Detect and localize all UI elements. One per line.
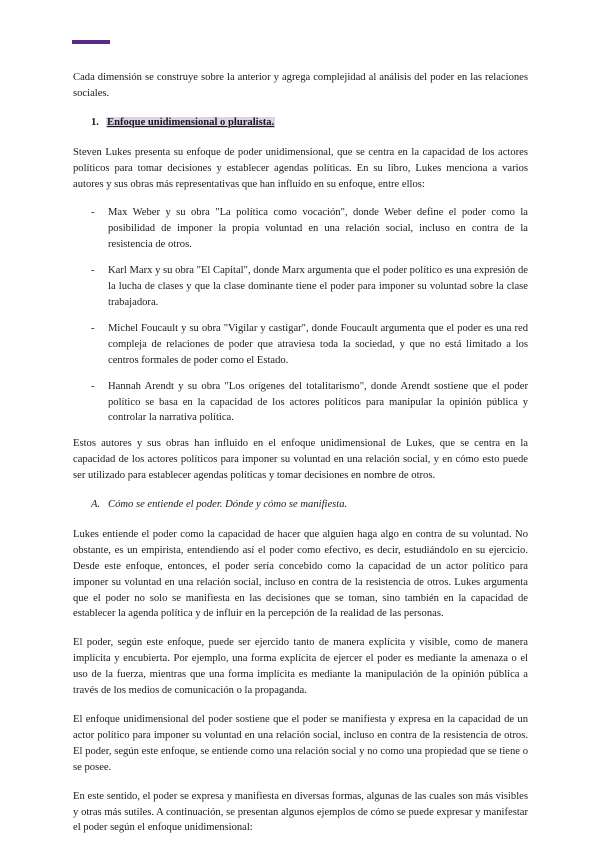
list-item-text: Max Weber y su obra "La política como vocación", donde Weber define el poder como la posibilidad de imponer la propia voluntad en una relación social, incluso en contra de la resistencia de otros. (108, 207, 528, 251)
section-number: 1. (91, 116, 99, 128)
social-relation-paragraph: El enfoque unidimensional del poder sostiene que el poder se manifiesta y expresa en la capacidad de un actor político para imponer su voluntad en una relación social, incluso en contra de la resistencia de otros. El poder, según este enfoque, se entiende como una relación social y no como una propiedad que se tiene o se posee. (73, 714, 528, 773)
subsection-heading (91, 497, 528, 513)
authors-list (73, 205, 528, 426)
influence-paragraph: Estos autores y sus obras han influido en el enfoque unidimensional de Lukes, que se centra en la capacidad de los actores políticos para imponer su voluntad en una relación social, y en cómo esto puede ser utilizado para establecer agendas políticas y tomar decisiones en nombre de otros. (73, 438, 528, 482)
list-dash: - (91, 207, 95, 219)
subsection-letter: A. (91, 499, 101, 511)
section-heading (91, 115, 528, 131)
document-body (73, 70, 528, 849)
list-dash: - (91, 265, 95, 277)
list-item-text: Karl Marx y su obra "El Capital", donde Marx argumenta que el poder político es una expresión de la lucha de clases y que la clase dominante tiene el poder para imponer su voluntad sobre la clase trabajadora. (108, 265, 528, 308)
power-definition-paragraph: Lukes entiende el poder como la capacidad de hacer que alguien haga algo en contra de su voluntad. No obstante, es un empirista, entendiendo así el poder como efectivo, es decir, estudiándolo en su ejercicio. Desde este enfoque, entonces, el poder sería concebido como la capacidad de un actor político para imponer su voluntad en una relación social, incluso en contra de la resistencia de otros. Lukes argumenta que el poder no solo se manifiesta en las decisiones que se toman, sino también en la capacidad de establecer la agenda política y de influir en la percepción de la realidad de las personas. (73, 528, 528, 620)
list-item (73, 263, 528, 311)
list-item-text: Michel Foucault y su obra "Vigilar y castigar", donde Foucault argumenta que el poder es una red compleja de relaciones de poder que atraviesa toda la sociedad, y que no está limitado a los centros formales de poder como el Estado. (108, 322, 528, 366)
list-item (73, 205, 528, 253)
expression-paragraph: En este sentido, el poder se expresa y manifiesta en diversas formas, algunas de las cuales son más visibles y otras más sutiles. A continuación, se presentan algunos ejemplos de cómo se puede expresar y manifestar el poder según el enfoque unidimensional: (73, 790, 528, 834)
list-item-text: Hannah Arendt y su obra "Los orígenes del totalitarismo", donde Arendt sostiene que el poder político se basa en la capacidad de los actores políticos para manipular la opinión pública y controlar la narrativa política. (108, 380, 528, 424)
section-title: Enfoque unidimensional o pluralista. (107, 116, 275, 128)
lukes-paragraph: Steven Lukes presenta su enfoque de poder unidimensional, que se centra en la capacidad de los actores políticos para tomar decisiones y establecer agendas políticas. En su libro, Lukes menciona a varios autores y sus obras más representativas que han influido en su enfoque, entre ellos: (73, 146, 528, 190)
intro-paragraph: Cada dimensión se construye sobre la anterior y agrega complejidad al análisis del poder en las relaciones sociales. (73, 72, 528, 99)
subsection-title: Cómo se entiende el poder. Dónde y cómo se manifiesta. (108, 499, 348, 511)
accent-bar (72, 40, 110, 44)
list-dash: - (91, 380, 95, 392)
list-dash: - (91, 322, 95, 334)
list-item (73, 379, 528, 427)
explicit-implicit-paragraph: El poder, según este enfoque, puede ser ejercido tanto de manera explícita y visible, como de manera implícita y encubierta. Por ejemplo, una forma explícita de ejercer el poder es mediante la amenaza o el uso de la fuerza, mientras que una forma implícita es mediante la manipulación de la opinión pública a través de los medios de comunicación o la propaganda. (73, 637, 528, 697)
list-item (73, 321, 528, 369)
